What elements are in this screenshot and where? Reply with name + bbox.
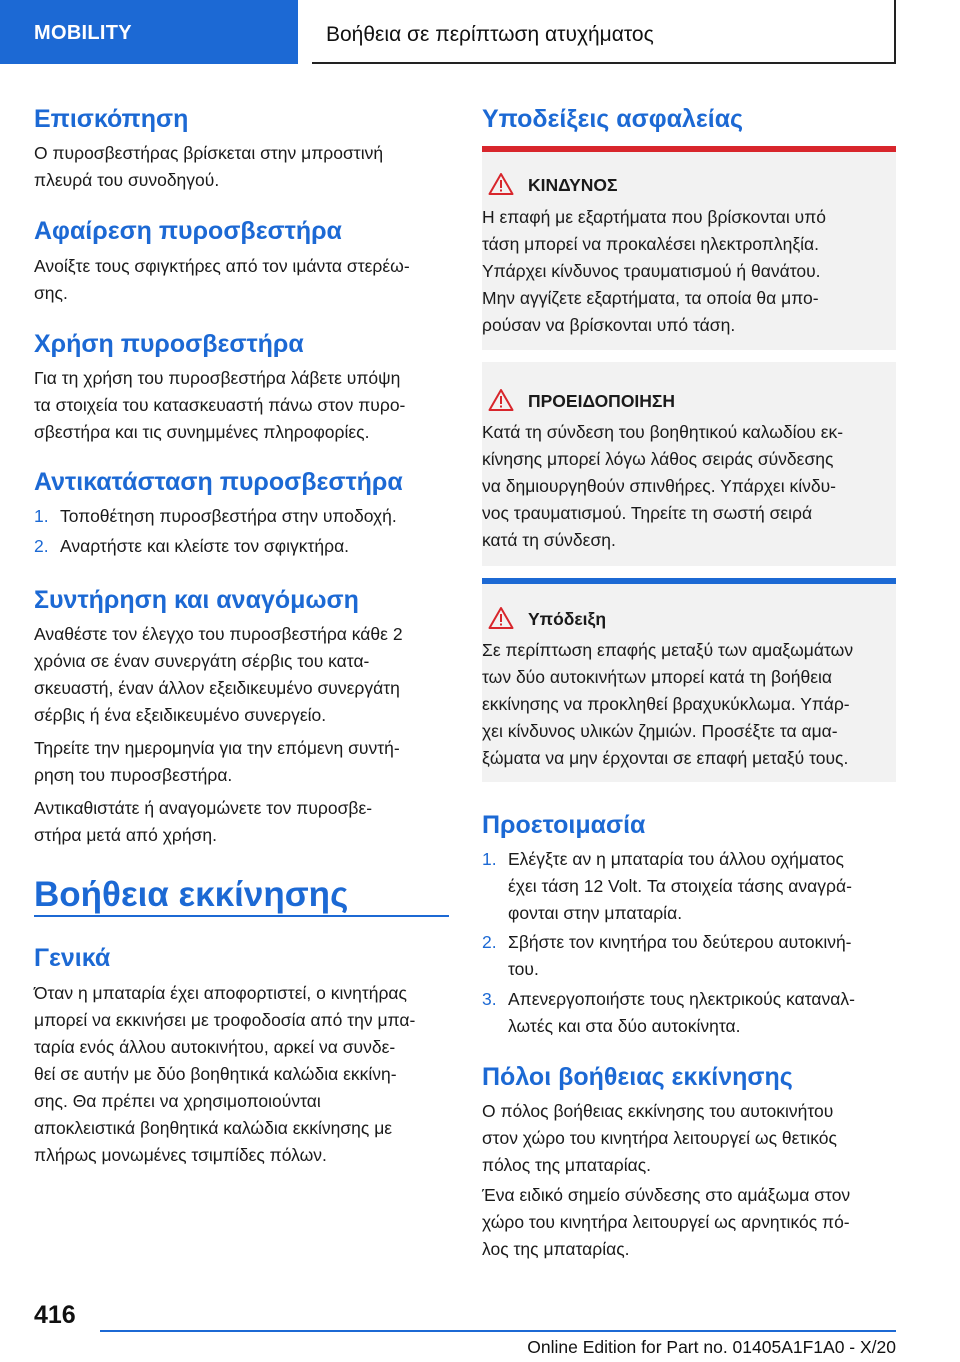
heading-general: Γενικά — [34, 944, 111, 972]
general-line-1: Όταν η μπαταρία έχει αποφορτιστεί, ο κινητήρας — [34, 983, 407, 1003]
heading-preparation: Προετοιμασία — [482, 811, 646, 839]
overview-line-1: Ο πυροσβεστήρας βρίσκεται στην μπροστινή — [34, 143, 384, 163]
warning-line-3: να δημιουργηθούν σπινθήρες. Υπάρχει κίνδυ- — [482, 476, 836, 496]
usage-line-3: σβεστήρα και τις συνημμένες πληροφορίες. — [34, 422, 370, 442]
danger-line-4: Μην αγγίζετε εξαρτήματα, τα οποία θα μπο- — [482, 288, 819, 308]
notice-line-1: Σε περίπτωση επαφής μεταξύ των αμαξωμάτων — [482, 640, 854, 660]
heading-poles: Πόλοι βοήθειας εκκίνησης — [482, 1063, 793, 1091]
usage-line-1: Για τη χρήση του πυροσβεστήρα λάβετε υπόψη — [34, 368, 401, 388]
poles-p1-line-1: Ο πόλος βοήθειας εκκίνησης του αυτοκινήτου — [482, 1101, 834, 1121]
general-line-7: πλήρως μονωμένες τσιμπίδες πόλων. — [34, 1145, 327, 1165]
usage-line-2: τα στοιχεία του κατασκευαστή πάνω στον πυρο- — [34, 395, 406, 415]
step-text: Τοποθέτηση πυροσβεστήρα στην υποδοχή. — [60, 506, 397, 526]
step-number: 3. — [482, 989, 497, 1009]
list-item — [482, 986, 897, 1040]
warning-triangle-icon — [488, 388, 514, 412]
notice-line-2: των δύο αυτοκινήτων μπορεί κατά τη βοήθεια — [482, 667, 833, 687]
general-line-3: ταρία ενός άλλου αυτοκινήτου, αρκεί να συνδε- — [34, 1037, 396, 1057]
maintenance-p3-line-2: στήρα μετά από χρήση. — [34, 825, 217, 845]
maintenance-p1-line-1: Αναθέστε τον έλεγχο του πυροσβεστήρα κάθε 2 — [34, 624, 403, 644]
warning-line-5: κατά τη σύνδεση. — [482, 530, 616, 550]
maintenance-p2-line-2: ρηση του πυροσβεστήρα. — [34, 765, 233, 785]
maintenance-p1-line-2: χρόνια σε έναν συνεργάτη σέρβις του κατα- — [34, 651, 370, 671]
notice-line-5: ξώματα να μην έρχονται σε επαφή μεταξύ τους. — [482, 748, 849, 768]
footer-rule — [100, 1330, 896, 1332]
warning-line-1: Κατά τη σύνδεση του βοηθητικού καλωδίου εκ- — [482, 422, 844, 442]
edition-note: Online Edition for Part no. 01405A1F1A0 - X/20 — [527, 1337, 896, 1357]
chapter-heading-jumpstart: Βοήθεια εκκίνησης — [34, 875, 349, 914]
heading-overview: Επισκόπηση — [34, 105, 189, 133]
heading-replacement: Αντικατάσταση πυροσβεστήρα — [34, 468, 403, 496]
list-item — [34, 533, 449, 560]
maintenance-p1-line-4: σέρβις ή ένα εξειδικευμένο συνεργείο. — [34, 705, 327, 725]
poles-p2-line-3: λος της μπαταρίας. — [482, 1239, 630, 1259]
maintenance-p3-line-1: Αντικαθιστάτε ή αναγομώνετε τον πυροσβε- — [34, 798, 373, 818]
warning-triangle-icon — [488, 172, 514, 196]
heading-usage: Χρήση πυροσβεστήρα — [34, 330, 304, 358]
list-item — [482, 846, 897, 927]
notice-bar — [482, 578, 896, 584]
maintenance-p2-line-1: Τηρείτε την ημερομηνία για την επόμενη συντή- — [34, 738, 400, 758]
danger-line-1: Η επαφή με εξαρτήματα που βρίσκονται υπό — [482, 207, 827, 227]
general-line-4: θεί σε αυτήν με δύο βοηθητικά καλώδια εκκίνη- — [34, 1064, 397, 1084]
warning-line-2: κίνησης μπορεί λόγω λάθος σειράς σύνδεσης — [482, 449, 834, 469]
page-header — [0, 0, 960, 66]
danger-line-3: Υπάρχει κίνδυνος τραυματισμού ή θανάτου. — [482, 261, 821, 281]
step-line: φονται στην μπαταρία. — [508, 903, 683, 923]
heading-maintenance: Συντήρηση και αναγόμωση — [34, 586, 359, 614]
general-line-6: αποκλειστικά βοηθητικά καλώδια εκκίνησης με — [34, 1118, 393, 1138]
notice-line-3: εκκίνησης να προκληθεί βραχυκύκλωμα. Υπάρ- — [482, 694, 850, 714]
list-item — [34, 503, 449, 530]
heading-safety: Υποδείξεις ασφαλείας — [482, 105, 744, 133]
notice-line-4: χει κίνδυνος υλικών ζημιών. Προσέξτε τα αμα- — [482, 721, 838, 741]
removal-line-1: Ανοίξτε τους σφιγκτήρες από τον ιμάντα στερέω- — [34, 256, 410, 276]
notice-title: Υπόδειξη — [528, 609, 607, 629]
step-text: Αναρτήστε και κλείστε τον σφιγκτήρα. — [60, 536, 350, 556]
overview-line-2: πλευρά του συνοδηγού. — [34, 170, 220, 190]
heading-removal: Αφαίρεση πυροσβεστήρα — [34, 217, 342, 245]
poles-p2-line-1: Ένα ειδικό σημείο σύνδεσης στο αμάξωμα στον — [482, 1185, 851, 1205]
step-number: 2. — [34, 536, 49, 556]
chapter-rule — [34, 915, 449, 917]
warning-title: ΠΡΟΕΙΔΟΠΟΙΗΣΗ — [528, 391, 676, 411]
step-number: 1. — [34, 506, 49, 526]
step-line: Σβήστε τον κινητήρα του δεύτερου αυτοκινή- — [508, 932, 852, 952]
page-number: 416 — [34, 1301, 76, 1329]
danger-bar — [482, 146, 896, 152]
danger-title: ΚΙΝΔΥΝΟΣ — [528, 175, 618, 195]
removal-line-2: σης. — [34, 283, 68, 303]
warning-box — [482, 362, 896, 566]
danger-line-5: ρούσαν να βρίσκονται υπό τάση. — [482, 315, 736, 335]
warning-triangle-icon — [488, 606, 514, 630]
notice-box — [482, 578, 896, 782]
danger-box — [482, 146, 896, 350]
step-line: λωτές και στα δύο αυτοκίνητα. — [508, 1016, 741, 1036]
poles-p1-line-2: στον χώρο του κινητήρα λειτουργεί ως θετικός — [482, 1128, 837, 1148]
danger-line-2: τάση μπορεί να προκαλέσει ηλεκτροπληξία. — [482, 234, 820, 254]
general-line-5: σης. Θα πρέπει να χρησιμοποιούνται — [34, 1091, 321, 1111]
step-number: 1. — [482, 849, 497, 869]
poles-p1-line-3: πόλος της μπαταρίας. — [482, 1155, 651, 1175]
chapter-title: Βοήθεια σε περίπτωση ατυχήματος — [312, 0, 896, 64]
list-item — [482, 929, 897, 983]
warning-line-4: νος τραυματισμού. Τηρείτε τη σωστή σειρά — [482, 503, 813, 523]
poles-p2-line-2: χώρο του κινητήρα λειτουργεί ως αρνητικός πό- — [482, 1212, 850, 1232]
step-line: έχει τάση 12 Volt. Τα στοιχεία τάσης αναγρά- — [508, 876, 852, 896]
step-line: του. — [508, 959, 539, 979]
step-line: Ελέγξτε αν η μπαταρία του άλλου οχήματος — [508, 849, 844, 869]
maintenance-p1-line-3: σκευαστή, έναν άλλον εξειδικευμένο συνεργάτη — [34, 678, 400, 698]
step-number: 2. — [482, 932, 497, 952]
general-line-2: μπορεί να εκκινήσει με τροφοδοσία από την μπα- — [34, 1010, 416, 1030]
section-tab[interactable]: MOBILITY — [0, 0, 298, 64]
step-line: Απενεργοποιήστε τους ηλεκτρικούς καταναλ- — [508, 989, 855, 1009]
